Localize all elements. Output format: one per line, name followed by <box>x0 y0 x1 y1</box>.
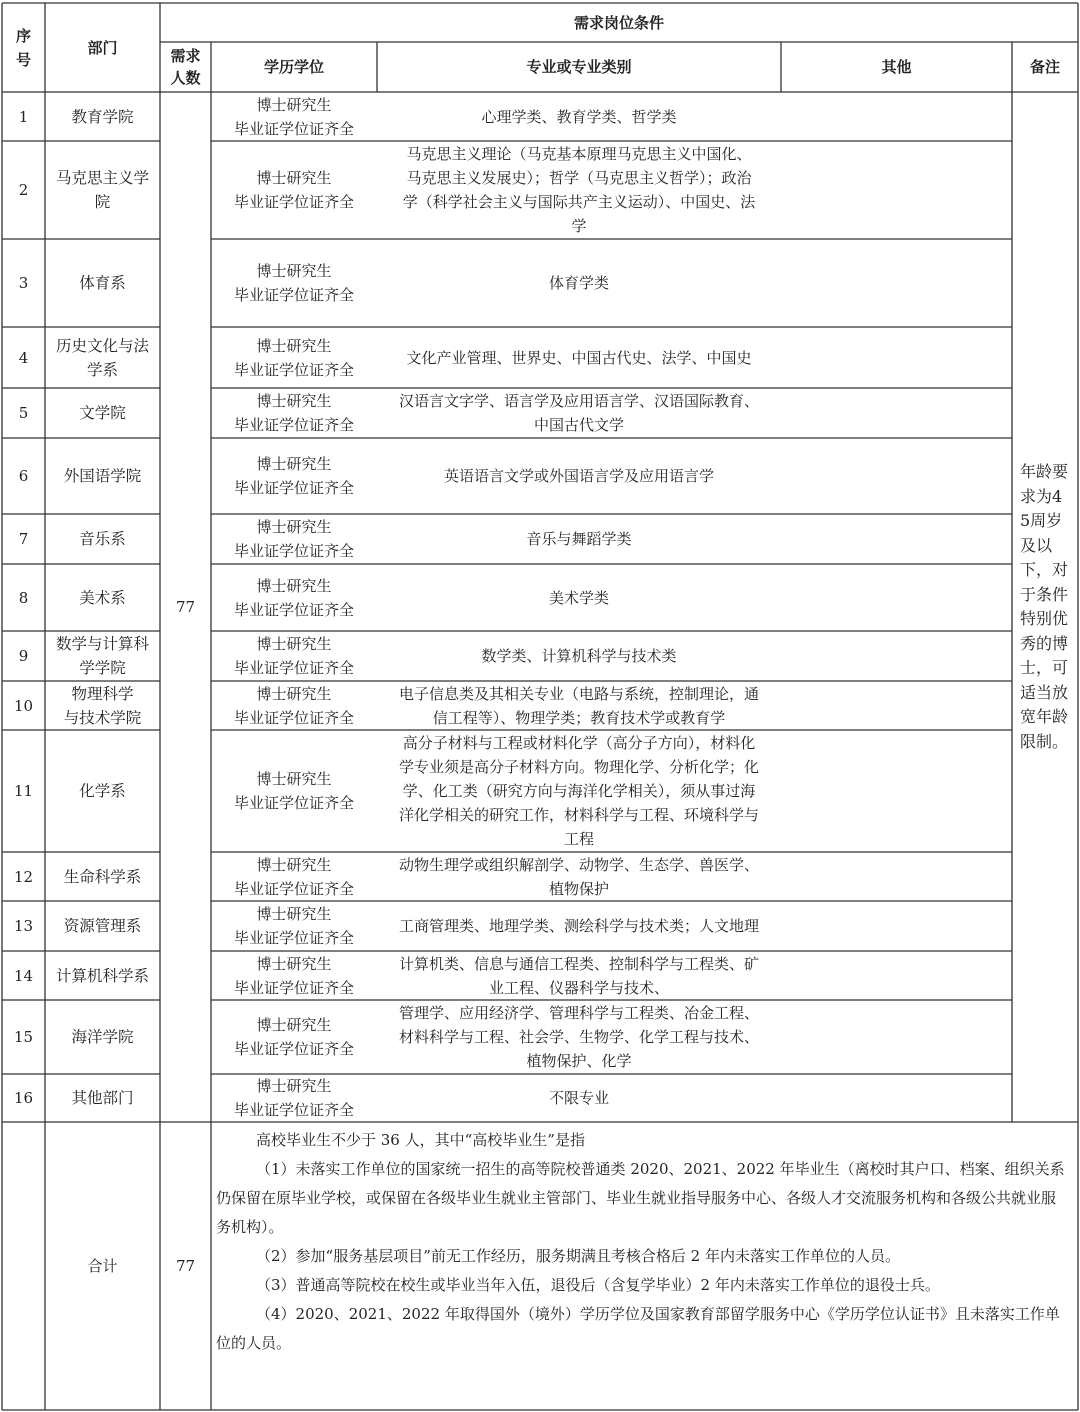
row-education: 博士研究生 毕业证学位证齐全 <box>233 455 354 497</box>
row-other <box>781 951 1012 1000</box>
row-number: 15 <box>13 1028 34 1046</box>
row-department: 音乐系 <box>79 530 126 548</box>
row-major: 高分子材料与工程或材料化学（高分子方向），材料化 学专业须是高分子材料方向。物理化学、分析化学；化 学、化工类（研究方向与海洋化学相关），须从事过海 洋化学相关的研究工作，材料科学与工程、环境科学与 工程 <box>398 734 759 848</box>
row-education: 博士研究生 毕业证学位证齐全 <box>233 1016 354 1058</box>
row-department: 历史文化与法 学系 <box>55 336 149 379</box>
header-count: 需求 人数 <box>170 47 201 87</box>
header-remark: 备注 <box>1029 58 1060 76</box>
row-other <box>781 438 1012 514</box>
row-other <box>781 901 1012 951</box>
row-education: 博士研究生 毕业证学位证齐全 <box>233 169 354 211</box>
row-major: 电子信息类及其相关专业（电路与系统，控制理论，通 信工程等）、物理学类；教育技术学或教育学 <box>398 684 759 727</box>
row-other <box>781 852 1012 901</box>
row-education: 博士研究生 毕业证学位证齐全 <box>233 1077 354 1119</box>
row-number: 7 <box>18 530 29 548</box>
row-major: 汉语言文字学、语言学及应用语言学、汉语国际教育、 中国古代文学 <box>398 392 759 434</box>
row-other <box>781 1000 1012 1074</box>
row-other <box>781 681 1012 730</box>
row-number: 14 <box>13 966 34 985</box>
row-major: 管理学、应用经济学、管理科学与工程类、冶金工程、 材料科学与工程、社会学、生物学、化学工程与技术、 植物保护、化学 <box>398 1004 759 1070</box>
row-department: 资源管理系 <box>63 917 142 935</box>
summary-note-3: （3）普通高等院校在校生或毕业当年入伍，退役后（含复学毕业）2 年内未落实工作单位的退役士兵。 <box>256 1276 940 1294</box>
row-major: 文化产业管理、世界史、中国古代史、法学、中国史 <box>406 348 752 367</box>
row-other <box>781 327 1012 388</box>
remark-cell <box>1012 92 1080 1122</box>
row-number: 8 <box>18 588 29 607</box>
summary-note-1: （1）未落实工作单位的国家统一招生的高等院校普通类 2020、2021、2022 年毕业生（离校时其户口、档案、组织关系仍保留在原毕业学校，或保留在各级毕业生就业主管部门、毕业生就业指导服务中心、各级人才交流服务机构和各级公共就业服务机构）。 <box>216 1160 1065 1236</box>
row-department: 美术系 <box>79 588 126 607</box>
header-seq: 序 号 <box>15 26 31 69</box>
row-major: 体育学类 <box>548 274 609 292</box>
row-department: 其他部门 <box>71 1089 134 1107</box>
row-number: 2 <box>18 181 29 199</box>
remark-text: 年龄要求为45周岁及以下，对于条件特别优秀的博士，可适当放宽年龄限制。 <box>1020 462 1069 751</box>
summary-count: 77 <box>175 1257 196 1275</box>
row-major: 心理学类、教育学类、哲学类 <box>481 107 677 126</box>
row-department: 马克思主义学 院 <box>55 169 149 211</box>
row-major: 音乐与舞蹈学类 <box>526 530 632 548</box>
row-department: 外国语学院 <box>63 467 142 485</box>
header-major: 专业或专业类别 <box>526 58 632 76</box>
row-major: 美术学类 <box>548 588 609 607</box>
header-edu: 学历学位 <box>263 58 324 76</box>
row-major: 数学类、计算机科学与技术类 <box>481 647 677 665</box>
header-other: 其他 <box>881 58 912 76</box>
row-other <box>781 730 1012 852</box>
row-department: 物理科学 与技术学院 <box>63 684 142 727</box>
row-education: 博士研究生 毕业证学位证齐全 <box>233 576 354 619</box>
row-department: 海洋学院 <box>71 1028 134 1046</box>
row-number: 10 <box>13 696 34 715</box>
row-number: 6 <box>18 467 29 485</box>
row-department: 文学院 <box>79 404 126 422</box>
row-number: 16 <box>13 1089 34 1107</box>
row-other <box>781 239 1012 327</box>
row-number: 3 <box>18 274 29 292</box>
row-education: 博士研究生 毕业证学位证齐全 <box>233 635 354 677</box>
row-department: 体育系 <box>79 274 126 292</box>
summary-note-2: （2）参加“服务基层项目”前无工作经历，服务期满且考核合格后 2 年内未落实工作单位的人员。 <box>256 1247 900 1265</box>
row-department: 化学系 <box>79 782 126 800</box>
row-department: 生命科学系 <box>63 867 142 886</box>
row-education: 博士研究生 毕业证学位证齐全 <box>233 770 354 812</box>
row-number: 13 <box>13 917 34 935</box>
row-other <box>781 1074 1012 1122</box>
row-number: 11 <box>13 782 34 800</box>
row-education: 博士研究生 毕业证学位证齐全 <box>233 855 354 898</box>
summary-note-4: （4）2020、2021、2022 年取得国外（境外）学历学位及国家教育部留学服务中心《学历学位认证书》且未落实工作单位的人员。 <box>216 1305 1060 1352</box>
row-number: 9 <box>18 647 29 665</box>
row-other <box>781 141 1012 239</box>
row-other <box>781 92 1012 141</box>
row-education: 博士研究生 毕业证学位证齐全 <box>233 95 354 138</box>
row-education: 博士研究生 毕业证学位证齐全 <box>233 518 354 560</box>
summary-notes <box>216 1126 1068 1358</box>
header-dept: 部门 <box>87 38 118 57</box>
row-education: 博士研究生 毕业证学位证齐全 <box>233 905 354 947</box>
row-department: 计算机科学系 <box>55 966 149 985</box>
row-number: 1 <box>18 107 29 126</box>
row-education: 博士研究生 毕业证学位证齐全 <box>233 954 354 997</box>
row-education: 博士研究生 毕业证学位证齐全 <box>233 262 354 304</box>
row-major: 工商管理类、地理学类、测绘科学与技术类；人文地理 <box>398 917 759 935</box>
summary-label: 合计 <box>87 1257 118 1275</box>
row-other <box>781 631 1012 681</box>
row-other <box>781 564 1012 631</box>
row-major: 马克思主义理论（马克基本原理马克思主义中国化、 马克思主义发展史）；哲学（马克思主义哲学）；政治 学（科学社会主义与国际共产主义运动）、中国史、法 学 <box>402 145 756 235</box>
row-education: 博士研究生 毕业证学位证齐全 <box>233 336 354 379</box>
row-number: 4 <box>18 348 29 367</box>
row-department: 教育学院 <box>71 107 134 126</box>
row-major: 计算机类、信息与通信工程类、控制科学与工程类、矿 业工程、仪器科学与技术、 <box>398 954 759 997</box>
summary-note-intro: 高校毕业生不少于 36 人，其中“高校毕业生”是指 <box>256 1131 585 1149</box>
row-number: 5 <box>18 404 29 422</box>
row-education: 博士研究生 毕业证学位证齐全 <box>233 684 354 727</box>
row-other <box>781 514 1012 564</box>
row-number: 12 <box>13 867 34 886</box>
row-major: 动物生理学或组织解剖学、动物学、生态学、兽医学、 植物保护 <box>398 855 759 898</box>
row-other <box>781 388 1012 438</box>
row-department: 数学与计算科 学学院 <box>55 635 149 677</box>
row-education: 博士研究生 毕业证学位证齐全 <box>233 392 354 434</box>
row-major: 英语语言文学或外国语言学及应用语言学 <box>443 467 714 485</box>
header-group: 需求岗位条件 <box>573 13 664 32</box>
row-major: 不限专业 <box>548 1089 609 1107</box>
total-count-cell: 77 <box>175 598 196 616</box>
